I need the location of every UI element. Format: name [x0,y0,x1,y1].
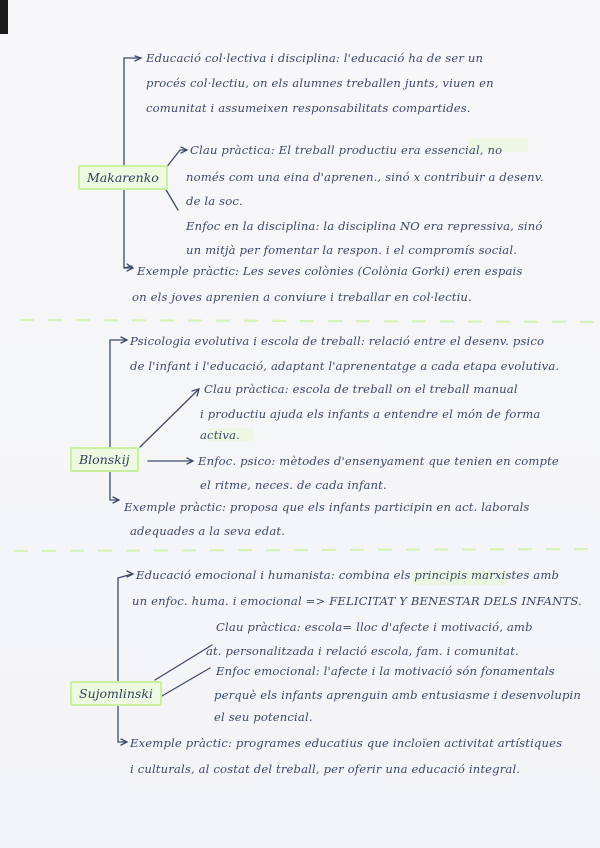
text-line: adequades a la seva edat. [130,524,286,538]
text-line: Clau pràctica: El treball productiu era essencial, no [190,143,503,157]
text-line: només com una eina d'aprenen., sinó x contribuir a desenv. [186,170,544,184]
text-line: Clau pràctica: escola de treball on el treball manual [204,382,518,396]
text-line: i productiu ajuda els infants a entendre el món de forma [200,407,541,421]
connector-line [118,578,126,742]
text-line: Exemple pràctic: Les seves colònies (Colònia Gorki) eren espais [137,264,523,278]
text-line: procés col·lectiu, on els alumnes treballen junts, viuen en [146,76,494,90]
text-line: i culturals, al costat del treball, per oferir una educació integral. [130,762,521,776]
text-line: activa. [200,428,240,442]
section-separator [14,549,600,551]
text-line: Enfoc en la disciplina: la disciplina NO era repressiva, sinó [186,219,543,233]
text-line: Enfoc emocional: l'afecte i la motivació són fonamentals [216,664,555,678]
text-line: de la soc. [186,194,243,208]
text-line: Educació emocional i humanista: combina els principis marxistes amb [136,568,560,582]
section-separator [20,320,600,322]
text-line: Exemple pràctic: programes educatius que incloïen activitat artístiques [130,736,563,750]
concept-node-blonskij: Blonskij [70,447,139,472]
text-line: Psicologia evolutiva i escola de treball: relació entre el desenv. psico [130,334,545,348]
connector-line [140,390,198,447]
text-line: comunitat i assumeixen responsabilitats compartides. [146,101,471,115]
text-line: el seu potencial. [214,710,313,724]
text-line: el ritme, neces. de cada infant. [200,478,387,492]
connector-line [155,645,212,680]
text-line: Clau pràctica: escola= lloc d'afecte i motivació, amb [216,620,533,634]
connector-line [155,668,210,700]
text-line: Enfoc. psico: mètodes d'ensenyament que tenien en compte [198,454,559,468]
text-line: perquè els infants aprenguin amb entusiasme i desenvolupin [214,688,582,702]
text-line: un enfoc. huma. i emocional => FELICITAT Y BENESTAR DELS INFANTS. [132,594,582,608]
concept-node-makarenko: Makarenko [78,165,168,190]
text-line: Exemple pràctic: proposa que els infants participin en act. laborals [124,500,530,514]
text-line: Educació col·lectiva i disciplina: l'educació ha de ser un [146,51,484,65]
text-line: de l'infant i l'educació, adaptant l'aprenentatge a cada etapa evolutiva. [130,359,560,373]
connector-line [110,340,118,500]
concept-node-sujomlinski: Sujomlinski [70,681,162,706]
text-line: on els joves aprenien a conviure i treballar en col·lectiu. [132,290,472,304]
text-line: at. personalitzada i relació escola, fam. i comunitat. [206,644,519,658]
text-line: un mitjà per fomentar la respon. i el compromís social. [186,243,518,257]
connector-line [124,58,132,268]
